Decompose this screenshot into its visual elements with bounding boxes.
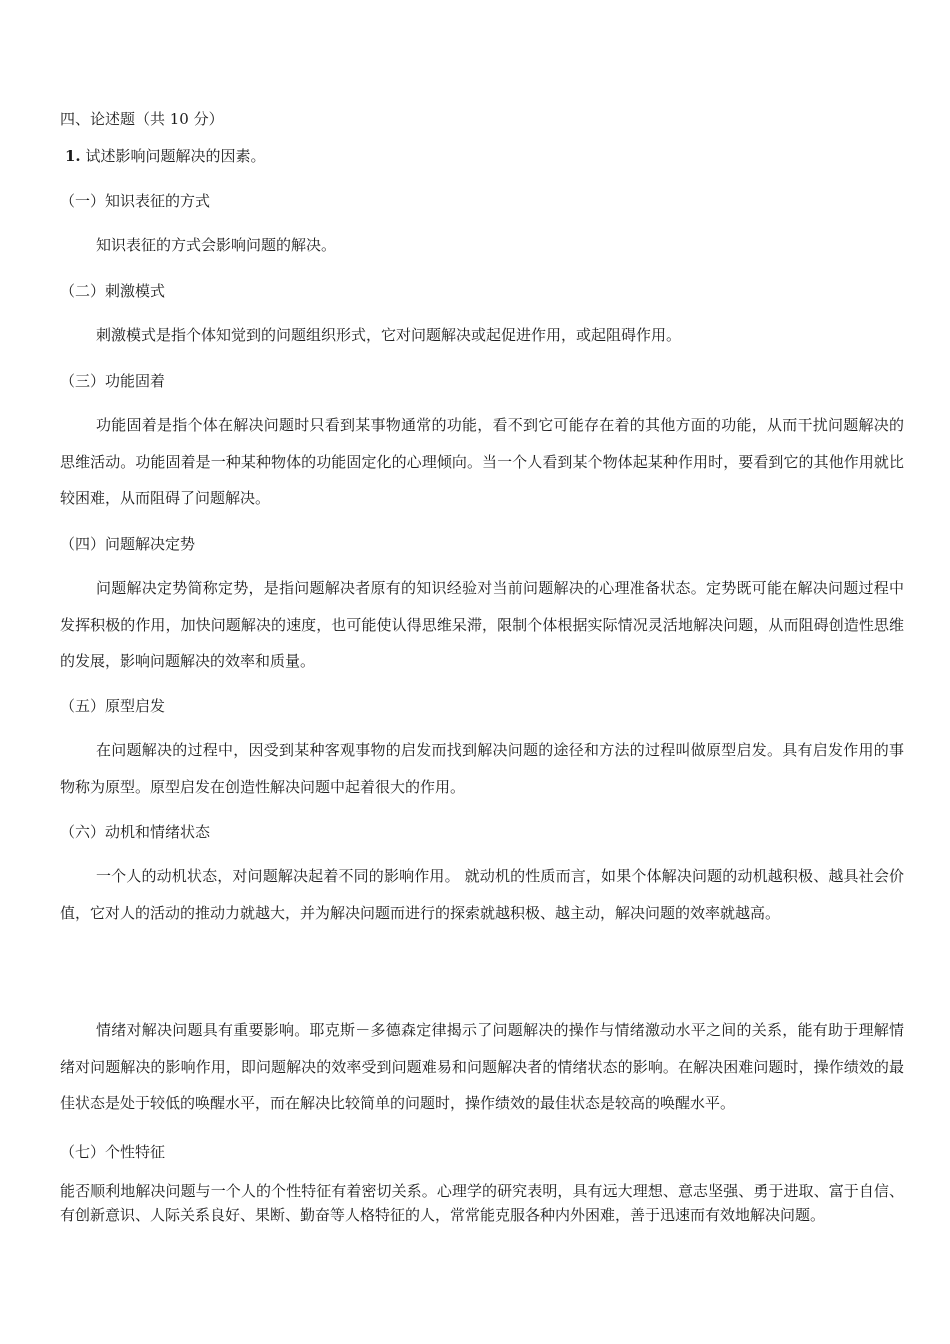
paragraph-mental-set: 问题解决定势简称定势，是指问题解决者原有的知识经验对当前问题解决的心理准备状态。定势既可能在解决问题过程中发挥积极的作用，加快问题解决的速度，也可能使认得思维呆滞，限制个体根据实际情况灵活地解决问题，从而阻碍创造性思维的发展，影响问题解决的效率和质量。 xyxy=(60,579,904,670)
question-number: 1. xyxy=(65,147,81,165)
heading-stimulus-pattern: （二）刺激模式 xyxy=(60,282,166,300)
paragraph-knowledge-representation: 知识表征的方式会影响问题的解决。 xyxy=(96,236,337,254)
question-line xyxy=(65,146,265,166)
heading-personality-traits: （七）个性特征 xyxy=(60,1143,166,1161)
heading-mental-set: （四）问题解决定势 xyxy=(60,535,196,553)
paragraph-functional-fixedness: 功能固着是指个体在解决问题时只看到某事物通常的功能，看不到它可能存在着的其他方面的功能，从而干扰问题解决的思维活动。功能固着是一种某种物体的功能固定化的心理倾向。当一个人看到某个物体起某种作用时，要看到它的其他作用就比较困难，从而阻碍了问题解决。 xyxy=(60,416,904,507)
heading-knowledge-representation: （一）知识表征的方式 xyxy=(60,192,211,210)
question-text: 试述影响问题解决的因素。 xyxy=(85,147,266,165)
heading-functional-fixedness: （三）功能固着 xyxy=(60,372,166,390)
paragraph-prototype-inspiration: 在问题解决的过程中，因受到某种客观事物的启发而找到解决问题的途径和方法的过程叫做原型启发。具有启发作用的事物称为原型。原型启发在创造性解决问题中起着很大的作用。 xyxy=(60,741,904,796)
paragraph-personality-traits: 能否顺利地解决问题与一个人的个性特征有着密切关系。心理学的研究表明，具有远大理想、意志坚强、勇于进取、富于自信、有创新意识、人际关系良好、果断、勤奋等人格特征的人，常常能克服各种内外困难，善于迅速而有效地解决问题。 xyxy=(60,1182,904,1224)
paragraph-emotion: 情绪对解决问题具有重要影响。耶克斯－多德森定律揭示了问题解决的操作与情绪激动水平之间的关系，能有助于理解情绪对问题解决的影响作用，即问题解决的效率受到问题难易和问题解决者的情绪状态的影响。在解决困难问题时，操作绩效的最佳状态是处于较低的唤醒水平，而在解决比较简单的问题时，操作绩效的最佳状态是较高的唤醒水平。 xyxy=(60,1021,904,1112)
heading-prototype-inspiration: （五）原型启发 xyxy=(60,697,166,715)
heading-motivation-emotion: （六）动机和情绪状态 xyxy=(60,823,211,841)
section-title: 四、论述题（共 10 分） xyxy=(60,110,224,128)
paragraph-stimulus-pattern: 刺激模式是指个体知觉到的问题组织形式，它对问题解决或起促进作用，或起阻碍作用。 xyxy=(96,326,682,344)
paragraph-motivation: 一个人的动机状态，对问题解决起着不同的影响作用。 就动机的性质而言，如果个体解决问题的动机越积极、越具社会价值，它对人的活动的推动力就越大，并为解决问题而进行的探索就越积极、越主动，解决问题的效率就越高。 xyxy=(60,867,904,922)
